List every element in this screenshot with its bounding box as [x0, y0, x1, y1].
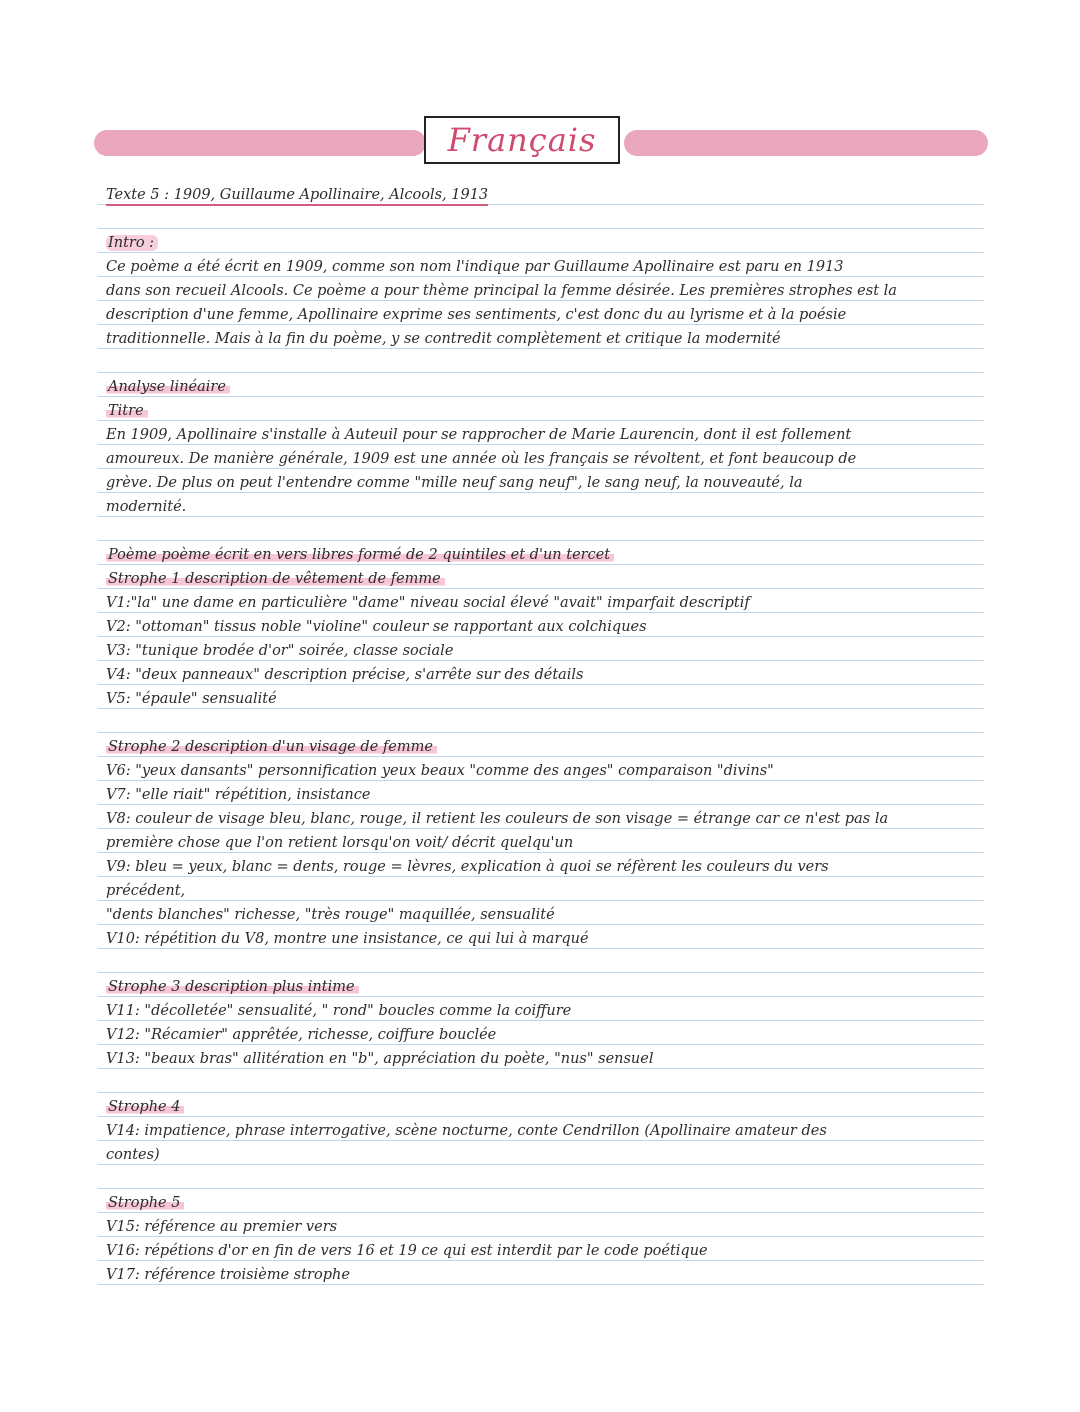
verse-note: V5: "épaule" sensualité [106, 691, 277, 707]
verse-note: V11: "décolletée" sensualité, " rond" boucles comme la coiffure [106, 1003, 572, 1019]
verse-note: première chose que l'on retient lorsqu'on voit/ décrit quelqu'un [106, 835, 574, 851]
subheading-titre: Titre [106, 400, 982, 422]
paragraph-line: description d'une femme, Apollinaire exprime ses sentiments, c'est donc du au lyrisme et à la poésie [106, 307, 847, 323]
subheading-strophe-5: Strophe 5 [106, 1192, 982, 1214]
verse-note: V16: répétions d'or en fin de vers 16 et 19 ce qui est interdit par le code poétique [106, 1243, 708, 1259]
rule-line [98, 372, 984, 373]
section-heading-analyse: Analyse linéaire [106, 376, 982, 398]
paragraph-line: amoureux. De manière générale, 1909 est une année où les français se révoltent, et font beaucoup de [106, 451, 857, 467]
verse-note: V3: "tunique brodée d'or" soirée, classe sociale [106, 643, 454, 659]
rule-line [98, 1188, 984, 1189]
verse-note: V4: "deux panneaux" description précise, s'arrête sur des détails [106, 667, 584, 683]
paragraph-line: En 1909, Apollinaire s'installe à Auteuil pour se rapprocher de Marie Laurencin, dont il est follement [106, 427, 852, 443]
page-title: Français [424, 116, 620, 164]
paragraph-line: traditionnelle. Mais à la fin du poème, y se contredit complètement et critique la modernité [106, 331, 781, 347]
verse-note: V9: bleu = yeux, blanc = dents, rouge = lèvres, explication à quoi se réfèrent les couleurs du vers [106, 859, 829, 875]
title-banner-left [94, 130, 426, 156]
verse-note: V14: impatience, phrase interrogative, scène nocturne, conte Cendrillon (Apollinaire amateur des [106, 1123, 827, 1139]
verse-note: V2: "ottoman" tissus noble "violine" couleur se rapportant aux colchiques [106, 619, 647, 635]
verse-note: V8: couleur de visage bleu, blanc, rouge, il retient les couleurs de son visage = étrange car ce n'est pas la [106, 811, 889, 827]
section-heading-poeme: Poème poème écrit en vers libres formé de 2 quintiles et d'un tercet [106, 544, 982, 566]
verse-note: "dents blanches" richesse, "très rouge" maquillée, sensualité [106, 907, 555, 923]
verse-note: V17: référence troisième strophe [106, 1267, 350, 1283]
subheading-strophe-2: Strophe 2 description d'un visage de femme [106, 736, 982, 758]
verse-note: V15: référence au premier vers [106, 1219, 338, 1235]
rule-line [98, 1092, 984, 1093]
verse-note: V7: "elle riait" répétition, insistance [106, 787, 371, 803]
verse-note: V12: "Récamier" apprêtée, richesse, coiffure bouclée [106, 1027, 497, 1043]
verse-note: précédent, [106, 883, 186, 899]
paragraph-line: grève. De plus on peut l'entendre comme "mille neuf sang neuf", le sang neuf, la nouveauté, la [106, 475, 803, 491]
verse-note: V6: "yeux dansants" personnification yeux beaux "comme des anges" comparaison "divins" [106, 763, 774, 779]
paragraph-line: dans son recueil Alcools. Ce poème a pour thème principal la femme désirée. Les premières strophes est la [106, 283, 897, 299]
text-heading: Texte 5 : 1909, Guillaume Apollinaire, Alcools, 1913 [106, 184, 982, 206]
subheading-strophe-1: Strophe 1 description de vêtement de femme [106, 568, 982, 590]
verse-note: V10: répétition du V8, montre une insistance, ce qui lui à marqué [106, 931, 589, 947]
subheading-strophe-4: Strophe 4 [106, 1096, 982, 1118]
rule-line [98, 732, 984, 733]
paragraph-line: Ce poème a été écrit en 1909, comme son nom l'indique par Guillaume Apollinaire est paru en 1913 [106, 259, 844, 275]
verse-note: contes) [106, 1147, 160, 1163]
rule-line [98, 540, 984, 541]
subheading-strophe-3: Strophe 3 description plus intime [106, 976, 982, 998]
title-banner-right [624, 130, 988, 156]
rule-line [98, 228, 984, 229]
rule-line [98, 972, 984, 973]
verse-note: V1:"la" une dame en particulière "dame" niveau social élevé "avait" imparfait descriptif [106, 595, 750, 611]
verse-note: V13: "beaux bras" allitération en "b", appréciation du poète, "nus" sensuel [106, 1051, 654, 1067]
paragraph-line: modernité. [106, 499, 187, 515]
section-heading-intro: Intro : [106, 232, 982, 254]
